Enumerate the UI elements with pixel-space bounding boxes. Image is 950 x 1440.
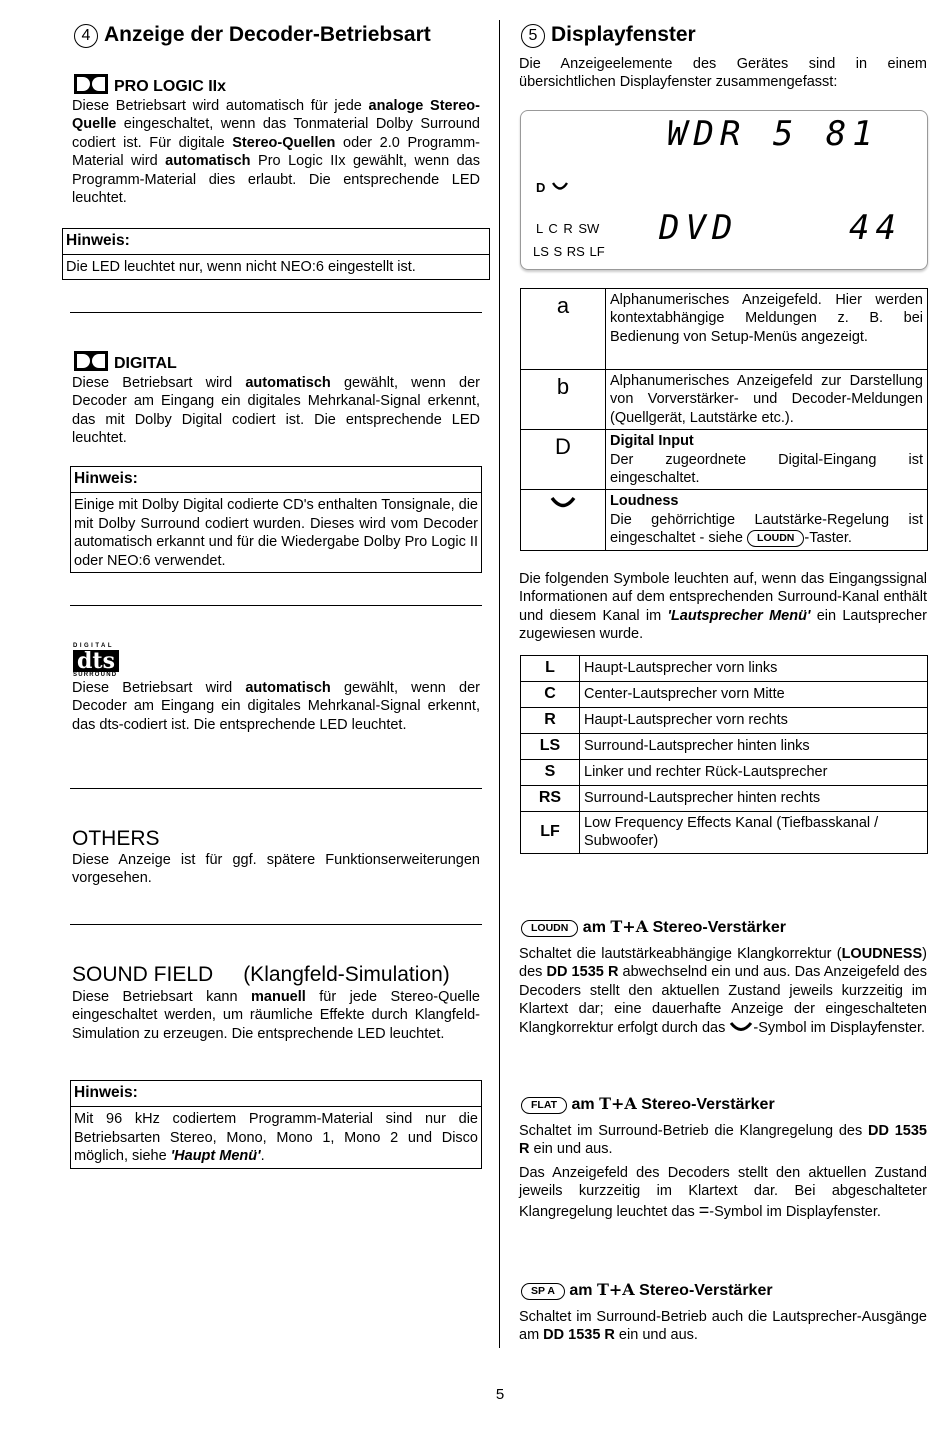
others-paragraph: Diese Anzeige ist für ggf. spätere Funktionserweiterungen vorgesehen. [72,852,480,887]
table-text: Alphanumerisches Anzeigefeld. Hier werden kontextabhängige Meldungen z. B. bei Bedienung von Setup-Menüs angezeigt. [606,289,928,370]
speaker-description: Haupt-Lautsprecher vorn links [580,656,928,682]
loudness-icon [552,182,568,192]
note-box-2 [70,466,482,573]
speaker-key: LS [521,734,580,760]
separator [70,924,482,925]
section-title: Displayfenster [551,23,696,46]
table-key: b [521,370,606,430]
note-body: Die LED leuchtet nur, wenn nicht NEO:6 eingestellt ist. [66,259,416,276]
loudn-button-label: LOUDN [747,530,804,547]
section-number: 5 [521,24,545,48]
soundfield-title: SOUND FIELD [72,963,214,986]
table-row [521,289,928,370]
loudn-button-label: LOUDN [521,920,578,937]
section-5-heading [521,22,931,48]
loudn-heading: LOUDN am T+A Stereo-Verstärker [521,917,786,938]
table-key: a [521,289,606,370]
table-row [521,370,928,430]
ta-brand: T+A [599,1094,637,1113]
table-key [521,490,606,550]
flat-heading: FLAT am T+A Stereo-Verstärker [521,1094,775,1115]
display-speaker-row-1: L C R SW [536,221,600,236]
dts-logo-main: dts [73,650,119,672]
soundfield-paragraph: Diese Betriebsart kann manuell für jede Stereo-Quelle eingeschaltet werden, um räumliche Effekte durch Klangfeld-Simulation zu erzeugen. Die entsprechende LED leuchtet. [72,989,480,1042]
table-text: Digital Input Der zugeordnete Digital-Eingang ist eingeschaltet. [606,430,928,490]
table-row [521,656,928,682]
speaker-description: Surround-Lautsprecher hinten rechts [580,786,928,812]
ta-brand: T+A [596,1280,635,1299]
symbols-paragraph: Die folgenden Symbole leuchten auf, wenn das Eingangssignal Informationen auf dem entsprechenden Surround-Kanal enthält und diesem Kanal im 'Lautsprecher Menü' ein Lautsprecher zugewiesen wurde. [519,571,927,643]
display-line-b-right: 44 [849,208,902,248]
table-row [521,430,928,490]
speaker-description: Surround-Lautsprecher hinten links [580,734,928,760]
display-elements-table [520,288,928,551]
speaker-description: Low Frequency Effects Kanal (Tiefbasskanal / Subwoofer) [580,812,928,854]
column-divider [499,20,500,1348]
speaker-key: L [521,656,580,682]
flat-paragraph-1: Schaltet im Surround-Betrieb die Klangregelung des DD 1535 R ein und aus. [519,1123,927,1158]
section-4-heading [74,22,484,48]
section-title: Anzeige der Decoder-Betriebsart [104,23,431,46]
others-heading: OTHERS [72,827,160,850]
digital-heading [74,351,177,374]
spa-heading: SP A am T+A Stereo-Verstärker [521,1280,773,1301]
note-heading: Hinweis: [63,229,489,255]
soundfield-heading [72,963,482,987]
table-row [521,490,928,550]
flat-paragraph-2: Das Anzeigefeld des Decoders stellt den aktuellen Zustand jeweils kurzzeitig im Klartext dar. Bei abgeschalteter Klangregelung leuchtet das =-Symbol im Displayfenster. [519,1165,927,1220]
dolby-logo-icon [74,351,108,371]
speaker-key: C [521,682,580,708]
table-row [521,734,928,760]
digital-paragraph: Diese Betriebsart wird automatisch gewählt, wenn der Decoder am Eingang ein digitales Mehrkanal-Signal erkennt, das mit Dolby Digital codiert ist. Die entsprechende LED leuchtet. [72,375,480,447]
table-row [521,812,928,854]
speaker-key: S [521,760,580,786]
note-body: Einige mit Dolby Digital codierte CD's enthalten Tonsignale, die mit Dolby Surround codiert wurden. Dieses wird vom Decoder automatisch erkannt und für die Wiedergabe Dolby Pro Logic II oder NEO:6 verwendet. [74,497,478,569]
separator [70,605,482,606]
speaker-table [520,655,928,854]
note-heading: Hinweis: [71,467,481,493]
dolby-logo-icon [74,74,108,94]
spa-button-label: SP A [521,1283,565,1300]
dts-logo [73,643,121,679]
loudness-icon [729,1021,753,1033]
digital-title: DIGITAL [114,355,177,372]
dts-logo-bottom: SURROUND [73,672,118,678]
dts-logo-top: DIGITAL [73,643,115,649]
speaker-key: R [521,708,580,734]
speaker-key: LF [521,812,580,854]
speaker-key: RS [521,786,580,812]
ta-brand: T+A [610,917,649,936]
note-box-1 [62,228,490,280]
speaker-description: Center-Lautsprecher vorn Mitte [580,682,928,708]
speaker-description: Haupt-Lautsprecher vorn rechts [580,708,928,734]
separator [70,788,482,789]
loudness-icon [550,496,576,510]
section-number: 4 [74,24,98,48]
note-box-3 [70,1080,482,1169]
spa-paragraph: Schaltet im Surround-Betrieb auch die Lautsprecher-Ausgänge am DD 1535 R ein und aus. [519,1309,927,1344]
note-heading: Hinweis: [71,1081,481,1107]
dts-paragraph: Diese Betriebsart wird automatisch gewählt, wenn der Decoder am Eingang ein digitales Mehrkanal-Signal erkennt, das dts-codiert ist. Die entsprechende LED leuchtet. [72,680,480,733]
prologic-heading [74,74,226,97]
loudn-paragraph: Schaltet die lautstärkeabhängige Klangkorrektur (LOUDNESS) des DD 1535 R abwechselnd ein und aus. Das Anzeigefeld des Decoders stellt den aktuellen Zustand jeweils kurzzeitig im Klartext dar; eine dauerhafte Anzeige der eingeschalteten Klangkorrektur erfolgt durch das -Symbol im Displayfenster. [519,946,927,1036]
display-speaker-row-2: LS S RS LF [533,244,605,259]
display-line-b-left: DVD [659,208,739,248]
speaker-description: Linker und rechter Rück-Lautsprecher [580,760,928,786]
table-key: D [521,430,606,490]
table-row [521,682,928,708]
display-intro: Die Anzeigeelemente des Gerätes sind in einem übersichtlichen Displayfenster zusammengefasst: [519,56,927,91]
table-text: Alphanumerisches Anzeigefeld zur Darstellung von Vorverstärker- und Decoder-Meldungen (Quellgerät, Lautstärke etc.). [606,370,928,430]
display-window [520,110,928,270]
table-row [521,786,928,812]
table-row [521,760,928,786]
display-digital-indicator: D [536,179,568,197]
note-body: Mit 96 kHz codiertem Programm-Material sind nur die Betriebsarten Stereo, Mono, Mono 1, Mono 2 und Disco möglich, siehe 'Haupt Menü'. [74,1111,478,1165]
prologic-paragraph: Diese Betriebsart wird automatisch für jede analoge Stereo-Quelle eingeschaltet, wenn das Tonmaterial Dolby Surround codiert ist. Für digitale Stereo-Quellen oder 2.0 Programm-Material wird automatisch Pro Logic IIx gewählt, wenn das Programm-Material dies erlaubt. Die entsprechende LED leuchtet. [72,98,480,207]
table-row [521,708,928,734]
soundfield-subtitle: (Klangfeld-Simulation) [243,963,450,986]
display-line-a: WDR 5 81 [667,114,879,154]
flat-button-label: FLAT [521,1097,567,1114]
prologic-title: PRO LOGIC IIx [114,78,227,95]
page-number: 5 [495,1386,505,1403]
table-text: Loudness Die gehörrichtige Lautstärke-Regelung ist eingeschaltet - siehe LOUDN -Taster. [606,490,928,550]
separator [70,312,482,313]
